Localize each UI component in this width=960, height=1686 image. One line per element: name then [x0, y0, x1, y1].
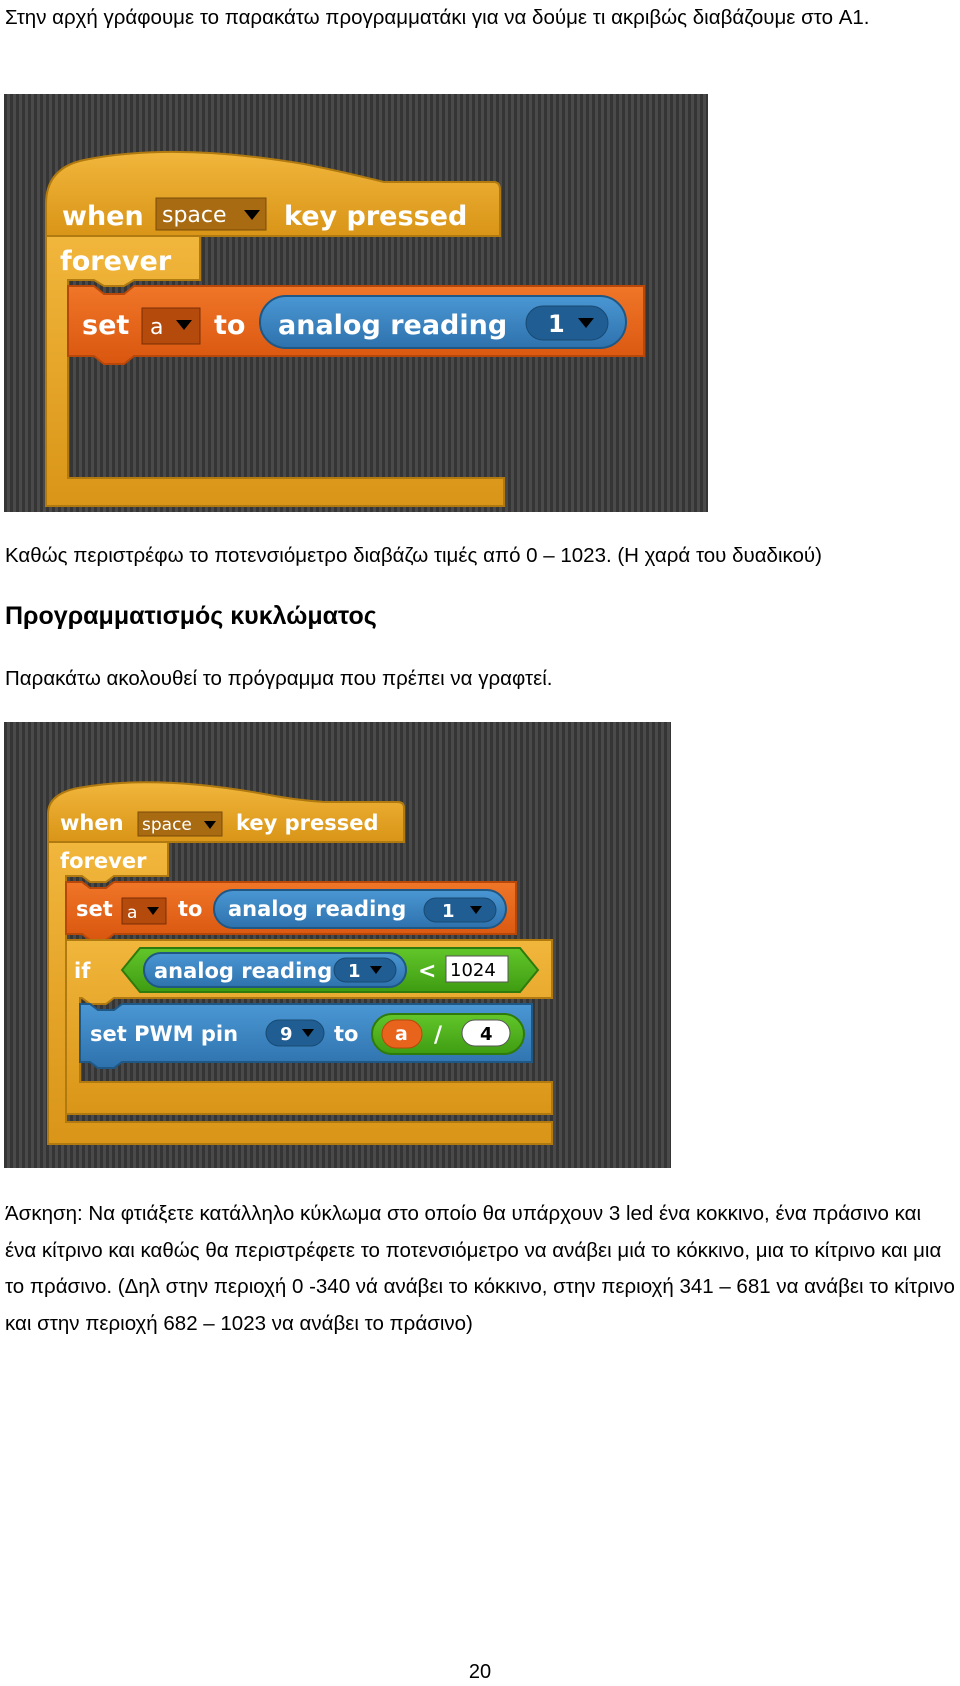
block-script-2: [4, 722, 671, 1168]
subtitle-paragraph: Παρακάτω ακολουθεί το πρόγραμμα που πρέπει να γραφτεί.: [5, 667, 553, 690]
hat-key-pressed: key pressed: [284, 201, 468, 232]
script-image-pwm-program: [4, 722, 671, 1168]
hat-key-pressed: key pressed: [236, 811, 379, 835]
key-dropdown-value: space: [142, 815, 192, 835]
set-label: set: [76, 897, 113, 921]
reporter-label: analog reading: [228, 897, 407, 921]
page-number: 20: [468, 1661, 492, 1683]
variable-reporter-value: a: [395, 1023, 408, 1045]
pwm-pin-dropdown-value: 9: [280, 1024, 293, 1045]
block-script-1: [4, 94, 708, 512]
variable-dropdown-value: a: [150, 315, 164, 340]
intro-paragraph: Στην αρχή γράφουμε το παρακάτω προγραμματάκι για να δούμε τι ακριβώς διαβάζουμε στο A1.: [5, 6, 870, 29]
to-label: to: [214, 310, 246, 341]
forever-label: forever: [60, 246, 172, 277]
to-label: to: [178, 897, 203, 921]
note-paragraph: Καθώς περιστρέφω το ποτενσιόμετρο διαβάζω τιμές από 0 – 1023. (Η χαρά του δυαδικού): [5, 544, 822, 567]
exercise-paragraph: Άσκηση: Να φτιάξετε κατάλληλο κύκλωμα στο οποίο θα υπάρχουν 3 led ένα κοκκινο, ένα πράσινο και ένα κίτρινο και καθώς θα περιστρέφετε το ποτενσιόμετρο να ανάβει μιά το κόκκινο, μια το κίτρινο και μια το πράσινο. (Δηλ στην περιοχή 0 -340 νά ανάβει το κόκκινο, στην περιοχή 341 – 681 να ανάβει το κίτρινο και στην περιοχή 682 – 1023 να ανάβει το πράσινο): [5, 1202, 955, 1335]
reporter-label: analog reading: [154, 959, 333, 983]
if-label: if: [74, 959, 91, 983]
pin-dropdown: [334, 958, 396, 982]
pin-dropdown-value: 1: [348, 961, 361, 982]
set-label: set: [82, 310, 130, 341]
script-image-read-analog: [4, 94, 708, 512]
number-input-value: 1024: [450, 960, 496, 981]
forever-label: forever: [60, 849, 147, 873]
set-pwm-label: set PWM pin: [90, 1022, 239, 1046]
number-input-value: 4: [480, 1024, 493, 1045]
variable-dropdown-value: a: [127, 903, 138, 923]
pwm-pin-dropdown: [266, 1020, 324, 1046]
pin-dropdown-value: 1: [548, 310, 565, 338]
pin-dropdown: [526, 306, 608, 340]
to-label: to: [334, 1022, 359, 1046]
operator-symbol: /: [434, 1023, 443, 1048]
pin-dropdown-value: 1: [442, 901, 455, 922]
hat-when: when: [62, 201, 144, 232]
section-heading: Προγραμματισμός κυκλώματος: [5, 602, 377, 630]
key-dropdown-value: space: [162, 203, 227, 228]
reporter-label: analog reading: [278, 310, 508, 341]
operator-symbol: <: [418, 959, 437, 984]
hat-when: when: [60, 811, 124, 835]
pin-dropdown: [424, 898, 496, 922]
